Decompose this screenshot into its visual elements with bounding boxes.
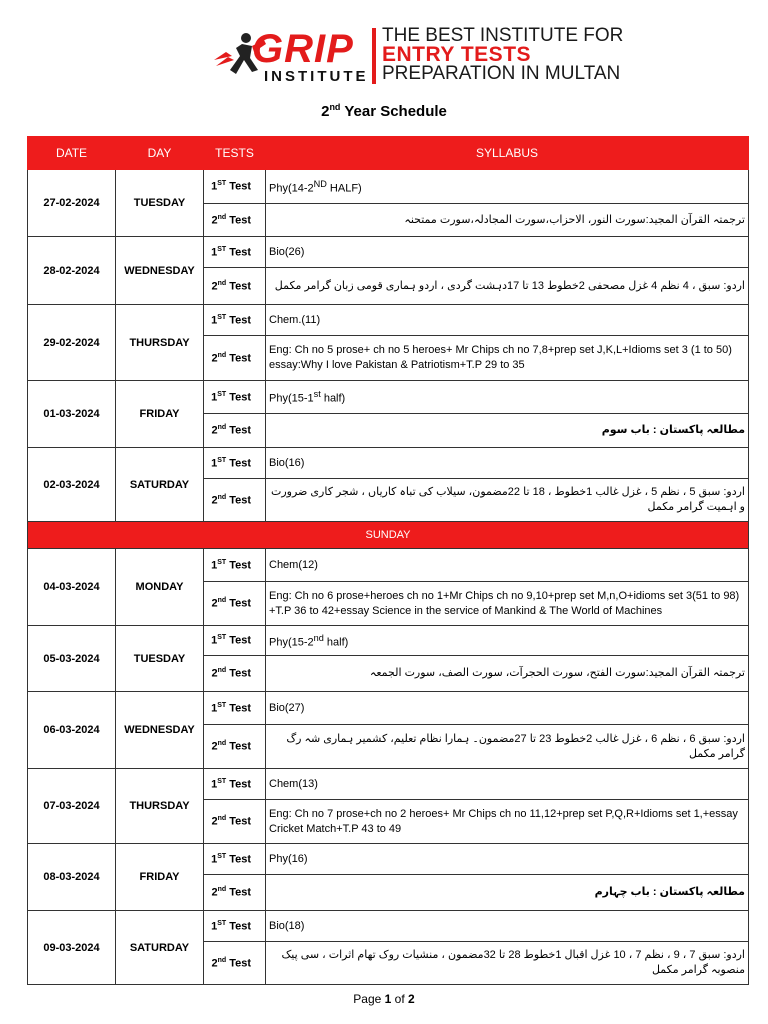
- test-1-syllabus: Bio(27): [266, 692, 749, 725]
- date-cell: 29-02-2024: [28, 305, 116, 381]
- date-cell: 28-02-2024: [28, 237, 116, 305]
- day-cell: THURSDAY: [116, 305, 204, 381]
- table-row: [28, 170, 749, 204]
- test-1-syllabus: Chem(13): [266, 769, 749, 800]
- test-2-syllabus: اردو: سبق 7 ، 9 ، نظم 7 ، 10 غزل اقبال 1خطوط 28 تا 32مضمون ، منشیات روک تھام اثرات ، سی پیک منصوبہ گرامر مکمل: [266, 942, 749, 985]
- table-header-row: [28, 137, 749, 170]
- test-2-syllabus: اردو: سبق ، 4 نظم 4 غزل مصحفی 2خطوط 13 تا 17دہشت گردی ، اردو ہماری قومی زبان گرامر مکمل: [266, 268, 749, 305]
- table-row: [28, 911, 749, 942]
- test-2-label: 2nd Test: [204, 725, 266, 769]
- schedule-body-week-1: [28, 170, 749, 522]
- test-1-syllabus: Bio(18): [266, 911, 749, 942]
- day-cell: THURSDAY: [116, 769, 204, 844]
- day-cell: FRIDAY: [116, 381, 204, 448]
- tagline: [382, 26, 623, 83]
- test-2-syllabus: Eng: Ch no 6 prose+heroes ch no 1+Mr Chips ch no 9,10+prep set M,n,O+idioms set 3(51 to 98) +T.P 36 to 42+essay Science in the service of Mankind & The World of Machines: [266, 582, 749, 626]
- test-2-label: 2nd Test: [204, 414, 266, 448]
- test-1-syllabus: Phy(16): [266, 844, 749, 875]
- test-2-syllabus: اردو: سبق 6 ، نظم 6 ، غزل غالب 2خطوط 23 تا 27مضمون۔ ہمارا نظام تعلیم، کشمیر ہماری شہ رگ گرامر مکمل: [266, 725, 749, 769]
- table-row: [28, 844, 749, 875]
- test-1-label: 1ST Test: [204, 692, 266, 725]
- header: [0, 22, 768, 92]
- test-2-label: 2nd Test: [204, 656, 266, 692]
- day-cell: MONDAY: [116, 549, 204, 626]
- test-1-syllabus: Phy(15-1st half): [266, 381, 749, 414]
- test-1-label: 1ST Test: [204, 237, 266, 268]
- test-1-syllabus: Bio(16): [266, 448, 749, 479]
- sunday-label: SUNDAY: [28, 522, 749, 549]
- test-2-syllabus: مطالعہ پاکستان : باب چہارم: [266, 875, 749, 911]
- day-cell: WEDNESDAY: [116, 237, 204, 305]
- test-1-label: 1ST Test: [204, 305, 266, 336]
- schedule-body-week-2: [28, 549, 749, 985]
- column-header-syllabus: SYLLABUS: [266, 137, 749, 170]
- table-row: [28, 381, 749, 414]
- table-row: [28, 448, 749, 479]
- test-1-label: 1ST Test: [204, 381, 266, 414]
- day-cell: SATURDAY: [116, 448, 204, 522]
- test-2-syllabus: اردو: سبق 5 ، نظم 5 ، غزل غالب 1خطوط ، 18 تا 22مضمون، سیلاب کی تباہ کاریاں ، شجر کاری ضرورت و اہمیت گرامر مکمل: [266, 479, 749, 522]
- date-cell: 06-03-2024: [28, 692, 116, 769]
- table-row: [28, 769, 749, 800]
- page-footer: Page 1 of 2: [353, 992, 415, 1006]
- schedule-table: [27, 136, 749, 985]
- date-cell: 08-03-2024: [28, 844, 116, 911]
- sunday-row: [28, 522, 749, 549]
- test-2-label: 2nd Test: [204, 204, 266, 237]
- logo-wordmark: GRIP: [252, 27, 354, 71]
- day-cell: FRIDAY: [116, 844, 204, 911]
- tagline-line-1: THE BEST INSTITUTE FOR: [382, 25, 624, 46]
- header-divider: [372, 28, 376, 84]
- grip-logo: [212, 26, 372, 88]
- test-2-label: 2nd Test: [204, 582, 266, 626]
- tagline-line-3: PREPARATION IN MULTAN: [382, 63, 621, 84]
- test-2-syllabus: Eng: Ch no 7 prose+ch no 2 heroes+ Mr Chips ch no 11,12+prep set P,Q,R+Idioms set 1,+essay Cricket Match+T.P 43 to 49: [266, 800, 749, 844]
- test-2-label: 2nd Test: [204, 268, 266, 305]
- table-row: [28, 626, 749, 656]
- test-1-syllabus: Chem(12): [266, 549, 749, 582]
- sunday-separator: [28, 522, 749, 549]
- date-cell: 01-03-2024: [28, 381, 116, 448]
- test-2-syllabus: ترجمتہ القرآن المجید:سورت الفتح، سورت الحجرآت، سورت الصف، سورت الجمعہ: [266, 656, 749, 692]
- date-cell: 09-03-2024: [28, 911, 116, 985]
- date-cell: 27-02-2024: [28, 170, 116, 237]
- test-1-label: 1ST Test: [204, 769, 266, 800]
- test-1-label: 1ST Test: [204, 549, 266, 582]
- column-header-tests: TESTS: [204, 137, 266, 170]
- table-row: [28, 237, 749, 268]
- table-row: [28, 549, 749, 582]
- page-title: 2nd Year Schedule: [321, 102, 447, 120]
- table-row: [28, 692, 749, 725]
- test-1-label: 1ST Test: [204, 448, 266, 479]
- date-cell: 04-03-2024: [28, 549, 116, 626]
- test-1-label: 1ST Test: [204, 626, 266, 656]
- column-header-day: DAY: [116, 137, 204, 170]
- logo-subtitle: INSTITUTE: [264, 68, 369, 85]
- date-cell: 05-03-2024: [28, 626, 116, 692]
- test-2-label: 2nd Test: [204, 942, 266, 985]
- test-1-syllabus: Chem.(11): [266, 305, 749, 336]
- test-2-syllabus: مطالعہ پاکستان : باب سوم: [266, 414, 749, 448]
- date-cell: 07-03-2024: [28, 769, 116, 844]
- test-1-label: 1ST Test: [204, 844, 266, 875]
- test-1-label: 1ST Test: [204, 170, 266, 204]
- test-1-label: 1ST Test: [204, 911, 266, 942]
- day-cell: WEDNESDAY: [116, 692, 204, 769]
- test-1-syllabus: Bio(26): [266, 237, 749, 268]
- test-2-syllabus: Eng: Ch no 5 prose+ ch no 5 heroes+ Mr Chips ch no 7,8+prep set J,K,L+Idioms set 3 (1 to 50) essay:Why I love Pakistan & Patriotism+T.P 29 to 35: [266, 336, 749, 381]
- test-1-syllabus: Phy(14-2ND HALF): [266, 170, 749, 204]
- tagline-line-2: ENTRY TESTS: [382, 43, 532, 66]
- test-2-label: 2nd Test: [204, 336, 266, 381]
- date-cell: 02-03-2024: [28, 448, 116, 522]
- table-row: [28, 305, 749, 336]
- test-1-syllabus: Phy(15-2nd half): [266, 626, 749, 656]
- test-2-label: 2nd Test: [204, 479, 266, 522]
- test-2-syllabus: ترجمتہ القرآن المجید:سورت النور، الاحزاب،سورت المجادلہ،سورت ممتحنہ: [266, 204, 749, 237]
- column-header-date: DATE: [28, 137, 116, 170]
- test-2-label: 2nd Test: [204, 800, 266, 844]
- test-2-label: 2nd Test: [204, 875, 266, 911]
- day-cell: TUESDAY: [116, 626, 204, 692]
- day-cell: TUESDAY: [116, 170, 204, 237]
- day-cell: SATURDAY: [116, 911, 204, 985]
